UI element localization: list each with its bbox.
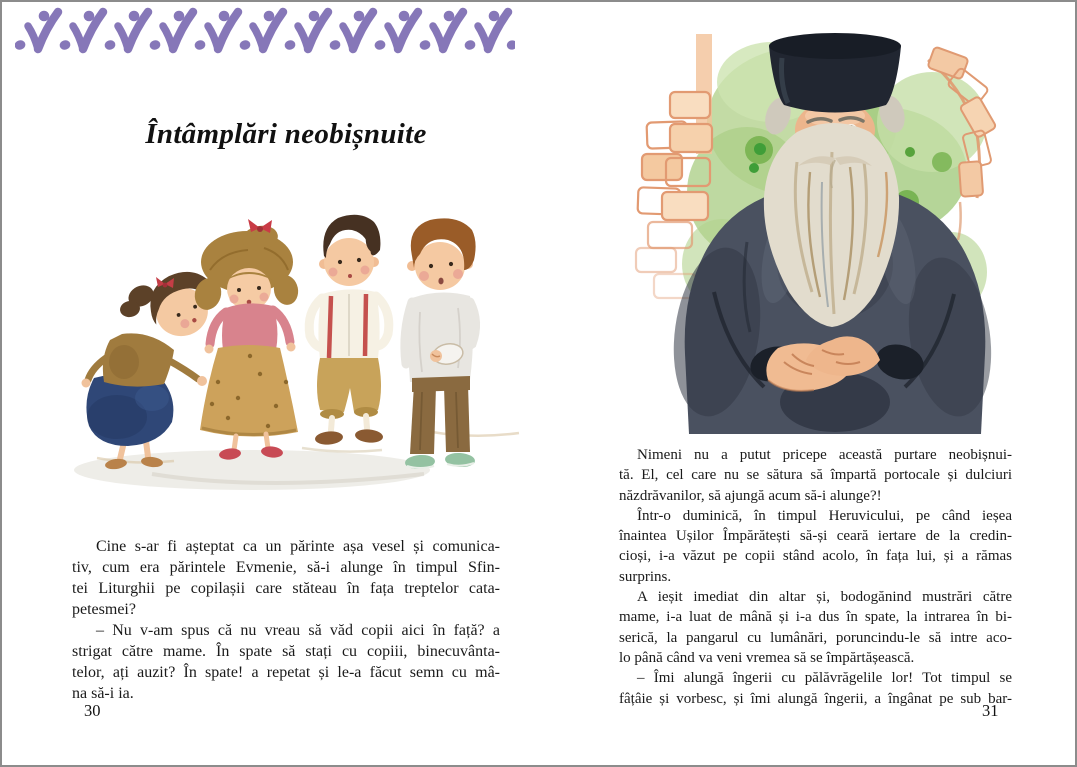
- text-line: surprins.: [619, 568, 672, 585]
- text-line: Într-o duminică, în timpul Heruvicului, pe când ieșea: [637, 507, 1012, 524]
- boy-suspenders: [309, 215, 389, 446]
- text-line: lo până când va veni vremea să se împărtășească.: [619, 649, 915, 666]
- zigzag-ornament-border: [15, 5, 515, 57]
- text-line: serică, la pangarul cu lumânări, poruncindu-le să intre aco-: [619, 629, 1012, 646]
- text-line: petesmei?: [72, 601, 136, 618]
- text-line: cioși, i-a văzut pe copii stând acolo, în fața lui, și a rămas: [619, 548, 1012, 565]
- left-page-text: [72, 536, 500, 704]
- text-line: tiv, cum era părintele Evmenie, să-i alunge în timpul Sfin-: [72, 559, 500, 576]
- priest-illustration: [600, 7, 1077, 439]
- text-line: Nimeni nu a putut pricepe această purtare neobișnui-: [637, 447, 1012, 463]
- text-line: năzdrăvanilor, să ajungă acum să-i alunge?!: [619, 487, 882, 504]
- page-number-left: 30: [84, 701, 101, 720]
- children-illustration: [60, 185, 535, 507]
- page-number-right: 31: [982, 701, 999, 720]
- right-page-text: [619, 445, 1012, 709]
- text-line: A ieșit imediat din altar și, bodogănind mustrări către: [637, 589, 1012, 606]
- text-line: strigat către mame. În spate să stați cu copiii, binecuvânta-: [72, 643, 500, 660]
- chapter-title: Întâmplări neobișnuite: [145, 118, 427, 150]
- text-line: – Nu v-am spus că nu vreau să văd copii aici în față? a: [96, 622, 500, 639]
- text-line: na să-i ia.: [72, 685, 134, 702]
- text-line: telor, ați auzit? În spate! a repetat și le-a făcut semn cu mâ-: [72, 664, 500, 681]
- text-line: înaintea Ușilor Împărătești să-și ceară iertare de la credin-: [619, 528, 1012, 545]
- text-line: tă. El, cel care nu se sătura să împartă portocale și dulciuri: [619, 467, 1012, 484]
- text-line: – Îmi alungă îngerii cu pălăvrăgelile lor! Tot timpul se: [637, 670, 1012, 687]
- text-line: fâțâie și vorbesc, și îmi alungă îngerii, a îngânat pe sub bar-: [619, 690, 1012, 707]
- text-line: mame, i-a luat de mână și i-a dus în spate, la intrarea în bi-: [619, 609, 1012, 626]
- text-line: Cine s-ar fi așteptat ca un părinte așa vesel și comunica-: [96, 538, 500, 555]
- girl-pink: [191, 219, 301, 461]
- text-line: tei Liturghii pe copilașii care stăteau în fața treptelor cata-: [72, 580, 500, 597]
